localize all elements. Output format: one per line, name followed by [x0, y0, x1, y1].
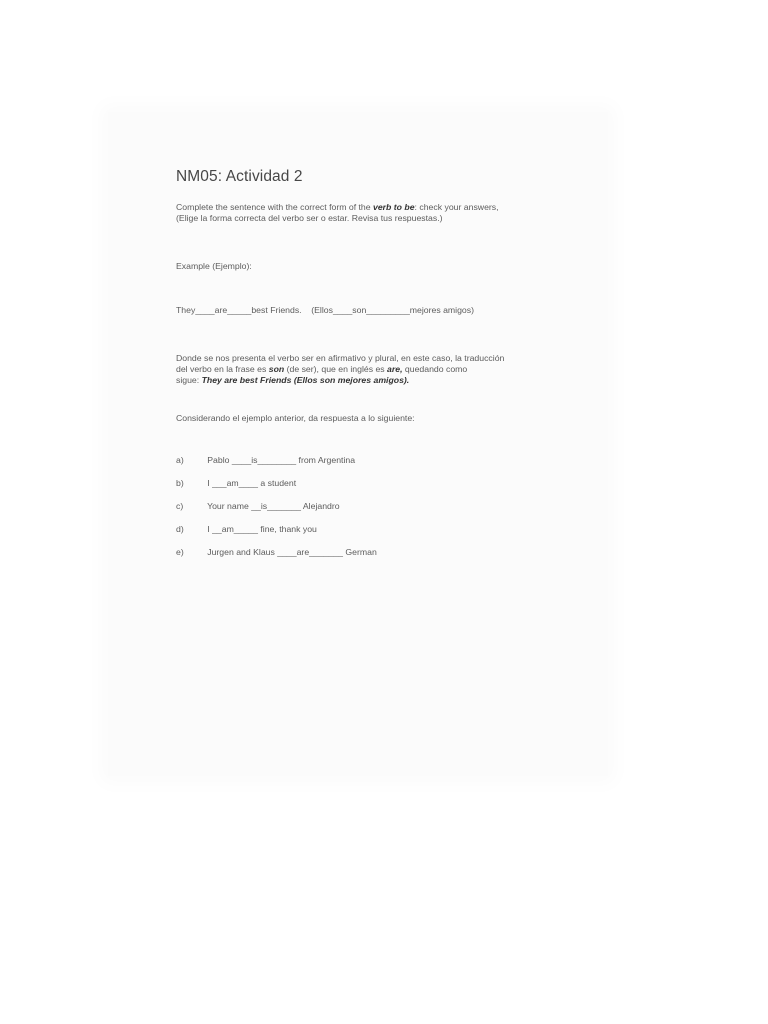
example-spanish: (Ellos____son_________mejores amigos) [311, 305, 474, 315]
explanation-line-1: Donde se nos presenta el verbo ser en afirmativo y plural, en este caso, la traducción [176, 353, 505, 363]
instruction-line-1: Complete the sentence with the correct form of the verb to be: check your answers, [176, 202, 499, 212]
item-text: I ___am____ a student [200, 478, 297, 488]
example-english: They____are_____best Friends. [176, 305, 302, 315]
list-item [176, 524, 556, 535]
item-marker: c) [176, 501, 184, 511]
item-marker: e) [176, 547, 184, 557]
list-item [176, 501, 556, 512]
document-title: NM05: Actividad 2 [176, 168, 303, 185]
item-text: Jurgen and Klaus ____are_______ German [200, 547, 377, 557]
item-text: I __am_____ fine, thank you [200, 524, 317, 534]
explanation-text [176, 353, 556, 386]
example-label: Example (Ejemplo): [176, 261, 252, 271]
explanation-line-3: sigue: They are best Friends (Ellos son mejores amigos). [176, 375, 410, 385]
list-item [176, 547, 556, 558]
instruction-text [176, 202, 556, 224]
item-text: Pablo ____is________ from Argentina [200, 455, 356, 465]
item-marker: b) [176, 478, 184, 488]
list-item [176, 478, 556, 489]
exercise-list [176, 455, 556, 558]
item-marker: a) [176, 455, 184, 465]
verb-to-be-emphasis: verb to be [373, 202, 415, 212]
considering-text: Considerando el ejemplo anterior, da respuesta a lo siguiente: [176, 413, 415, 423]
list-item [176, 455, 556, 466]
instruction-line-2: (Elige la forma correcta del verbo ser o estar. Revisa tus respuestas.) [176, 213, 443, 223]
example-sentence [176, 305, 556, 316]
item-text: Your name __is_______ Alejandro [200, 501, 340, 511]
explanation-line-2: del verbo en la frase es son (de ser), que en inglés es are, quedando como [176, 364, 468, 374]
item-marker: d) [176, 524, 184, 534]
document-content [176, 168, 556, 570]
